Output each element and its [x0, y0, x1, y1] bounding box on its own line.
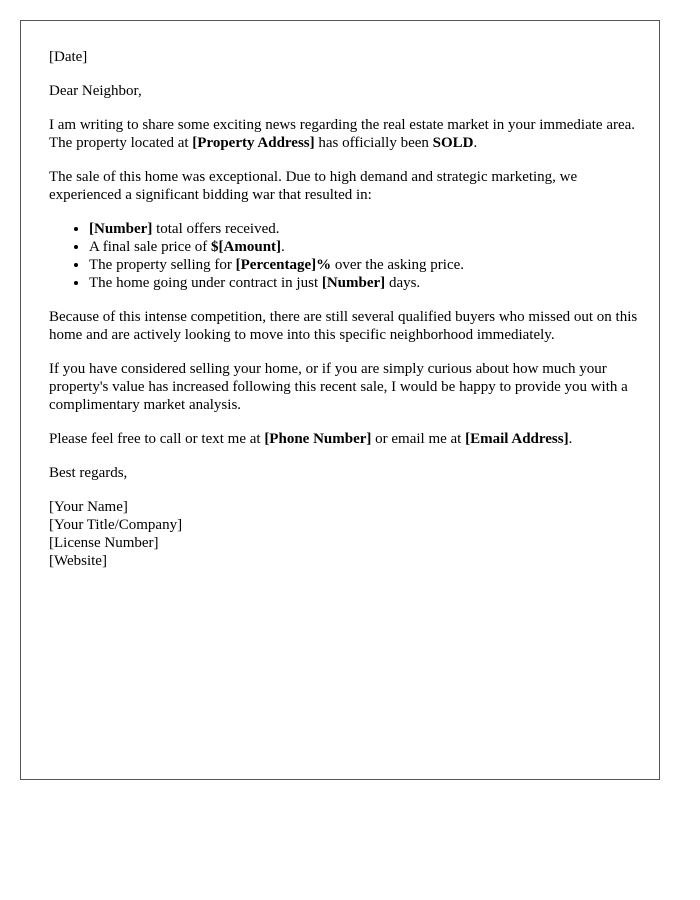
- offers-text: total offers received.: [152, 221, 280, 237]
- offers-number: [Number]: [89, 221, 153, 237]
- list-item-days: [89, 274, 639, 292]
- intro-paragraph: [49, 116, 639, 152]
- days-pre: The home going under contract in just: [89, 275, 322, 291]
- intro-text-1: I am writing to share some exciting news regarding the real estate market in your immediate area. The property located at: [49, 117, 636, 151]
- letter-body: [49, 48, 639, 586]
- sold-label: SOLD: [432, 135, 474, 151]
- contact-mid: or email me at: [371, 431, 466, 447]
- letter-closing: Best regards,: [49, 465, 128, 481]
- letter-date: [Date]: [49, 49, 88, 65]
- signature-website: [Website]: [49, 553, 107, 569]
- list-item-offers: [89, 220, 639, 238]
- letter-page: [20, 20, 660, 780]
- sale-paragraph: The sale of this home was exceptional. Due to high demand and strategic marketing, we experienced a significant bidding war that resulted in:: [49, 169, 578, 203]
- signature-name: [Your Name]: [49, 499, 128, 515]
- percentage-rest: over the asking price.: [331, 257, 465, 273]
- days-rest: days.: [385, 275, 421, 291]
- price-rest: .: [281, 239, 285, 255]
- price-pre: A final sale price of: [89, 239, 212, 255]
- offer-paragraph: If you have considered selling your home, or if you are simply curious about how much your property's value has increased following this recent sale, I would be happy to provide you with a complimentary market analysis.: [49, 361, 628, 413]
- percentage-pre: The property selling for: [89, 257, 236, 273]
- phone-number: [Phone Number]: [264, 431, 372, 447]
- days-number: [Number]: [321, 275, 386, 291]
- percentage-value: [Percentage]%: [235, 257, 332, 273]
- contact-paragraph: [49, 430, 639, 448]
- intro-text-2: has officially been: [314, 135, 433, 151]
- email-address: [Email Address]: [465, 431, 569, 447]
- list-item-price: [89, 238, 639, 256]
- competition-paragraph: Because of this intense competition, there are still several qualified buyers who missed out on this home and are actively looking to move into this specific neighborhood immediately.: [49, 309, 638, 343]
- signature-license: [License Number]: [49, 535, 159, 551]
- signature-title: [Your Title/Company]: [49, 517, 183, 533]
- sale-results-list: [49, 220, 639, 292]
- list-item-percentage: [89, 256, 639, 274]
- letter-salutation: Dear Neighbor,: [49, 83, 142, 99]
- contact-post: .: [568, 431, 573, 447]
- contact-pre: Please feel free to call or text me at: [49, 431, 265, 447]
- property-address: [Property Address]: [192, 135, 315, 151]
- intro-text-3: .: [473, 135, 478, 151]
- signature-block: [49, 498, 639, 570]
- price-amount: $[Amount]: [211, 239, 282, 255]
